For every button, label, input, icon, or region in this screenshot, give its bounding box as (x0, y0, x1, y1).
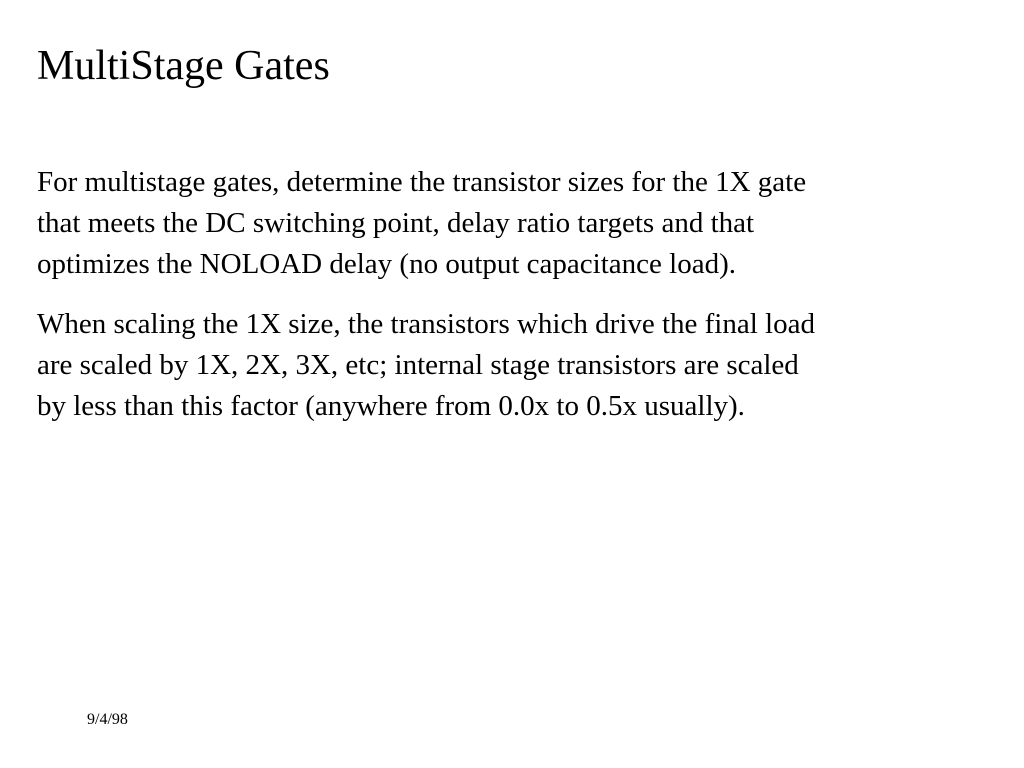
paragraph-line: When scaling the 1X size, the transistors which drive the final load (37, 308, 815, 340)
paragraph-scaling (37, 304, 997, 427)
paragraph-multistage-sizing (37, 162, 997, 285)
slide-title: MultiStage Gates (37, 43, 330, 89)
paragraph-line: For multistage gates, determine the transistor sizes for the 1X gate (37, 166, 807, 198)
paragraph-line: optimizes the NOLOAD delay (no output capacitance load). (37, 248, 736, 280)
footer-date: 9/4/98 (87, 711, 128, 728)
paragraph-line: by less than this factor (anywhere from 0.0x to 0.5x usually). (37, 390, 745, 422)
paragraph-line: are scaled by 1X, 2X, 3X, etc; internal stage transistors are scaled (37, 349, 799, 381)
paragraph-line: that meets the DC switching point, delay ratio targets and that (37, 207, 755, 239)
